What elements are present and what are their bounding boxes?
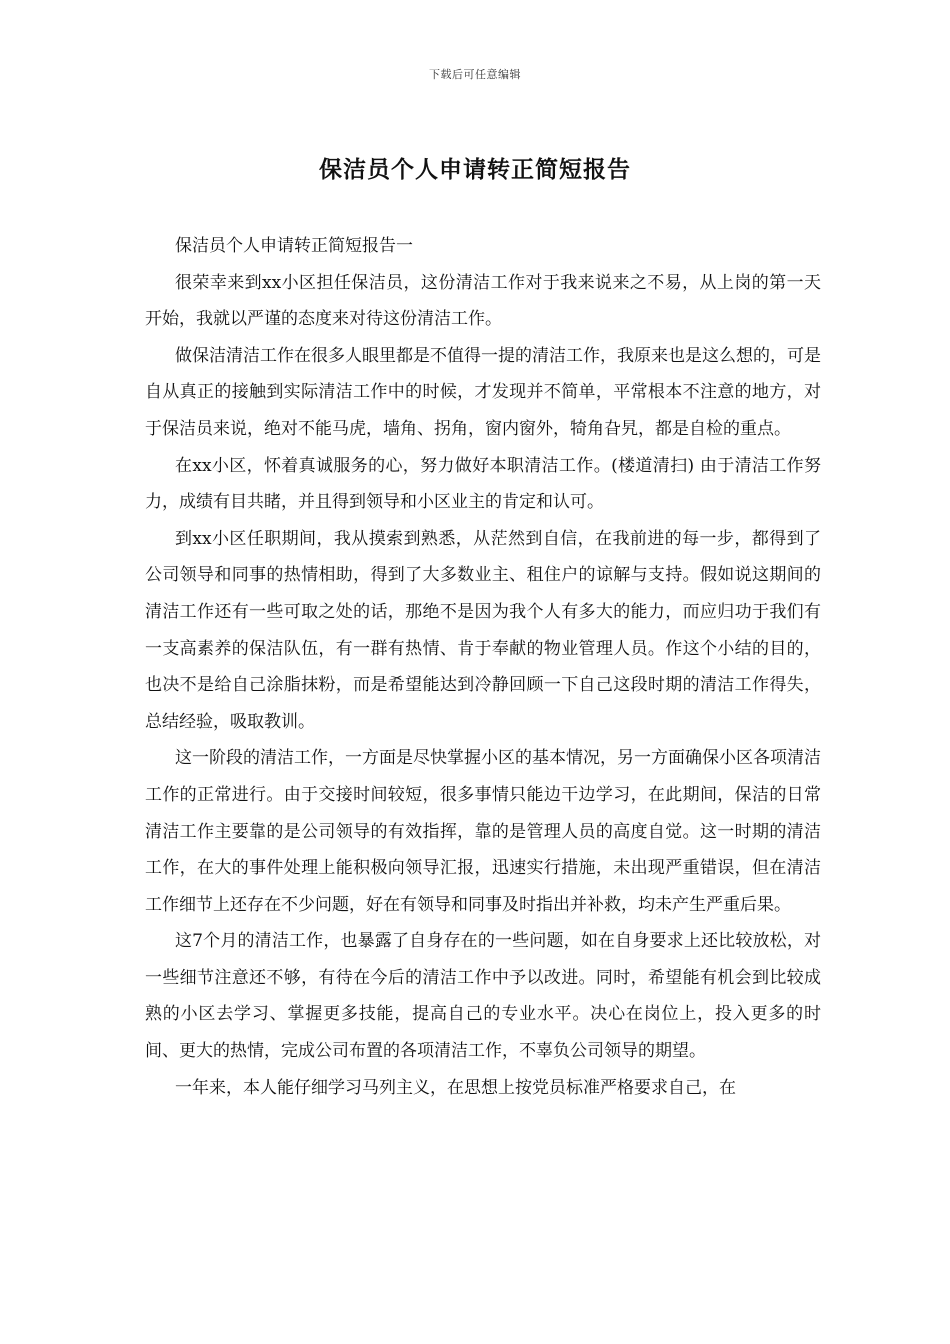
header-note: 下载后可任意编辑 <box>429 68 521 81</box>
body-paragraph: 一年来，本人能仔细学习马列主义，在思想上按党员标准严格要求自己，在 <box>175 1077 736 1098</box>
body-paragraph: 很荣幸来到xx小区担任保洁员，这份清洁工作对于我来说来之不易，从上岗的第一天开始，我就以严谨的态度来对待这份清洁工作。 <box>145 272 821 330</box>
document-title: 保洁员个人申请转正简短报告 <box>319 156 631 183</box>
body-paragraph: 这7个月的清洁工作，也暴露了自身存在的一些问题，如在自身要求上还比较放松，对一些细节注意还不够，有待在今后的清洁工作中予以改进。同时，希望能有机会到比较成熟的小区去学习、掌握更多技能，提高自己的专业水平。决心在岗位上，投入更多的时间、更大的热情，完成公司布置的各项清洁工作，不辜负公司领导的期望。 <box>145 931 821 1062</box>
body-paragraph: 在xx小区，怀着真诚服务的心，努力做好本职清洁工作。(楼道清扫) 由于清洁工作努力，成绩有目共睹，并且得到领导和小区业主的肯定和认可。 <box>145 455 821 513</box>
body-paragraph: 这一阶段的清洁工作，一方面是尽快掌握小区的基本情况，另一方面确保小区各项清洁工作的正常进行。由于交接时间较短，很多事情只能边干边学习，在此期间，保洁的日常清洁工作主要靠的是公司领导的有效指挥，靠的是管理人员的高度自觉。这一时期的清洁工作，在大的事件处理上能积极向领导汇报，迅速实行措施，未出现严重错误，但在清洁工作细节上还存在不少问题，好在有领导和同事及时指出并补救，均未产生严重后果。 <box>145 748 821 915</box>
body-paragraph: 做保洁清洁工作在很多人眼里都是不值得一提的清洁工作，我原来也是这么想的，可是自从真正的接触到实际清洁工作中的时候，才发现并不简单，平常根本不注意的地方，对于保洁员来说，绝对不能马虎，墙角、拐角，窗内窗外，犄角旮旯，都是自检的重点。 <box>145 345 821 439</box>
body-paragraph: 到xx小区任职期间，我从摸索到熟悉，从茫然到自信，在我前进的每一步，都得到了公司领导和同事的热情相助，得到了大多数业主、租住户的谅解与支持。假如说这期间的清洁工作还有一些可取之处的话，那绝不是因为我个人有多大的能力，而应归功于我们有一支高素养的保洁队伍，有一群有热情、肯于奉献的物业管理人员。作这个小结的目的，也决不是给自己涂脂抹粉，而是希望能达到冷静回顾一下自己这段时期的清洁工作得失，总结经验，吸取教训。 <box>145 528 821 732</box>
section-heading: 保洁员个人申请转正简短报告一 <box>175 236 413 256</box>
document-body <box>145 228 821 1106</box>
